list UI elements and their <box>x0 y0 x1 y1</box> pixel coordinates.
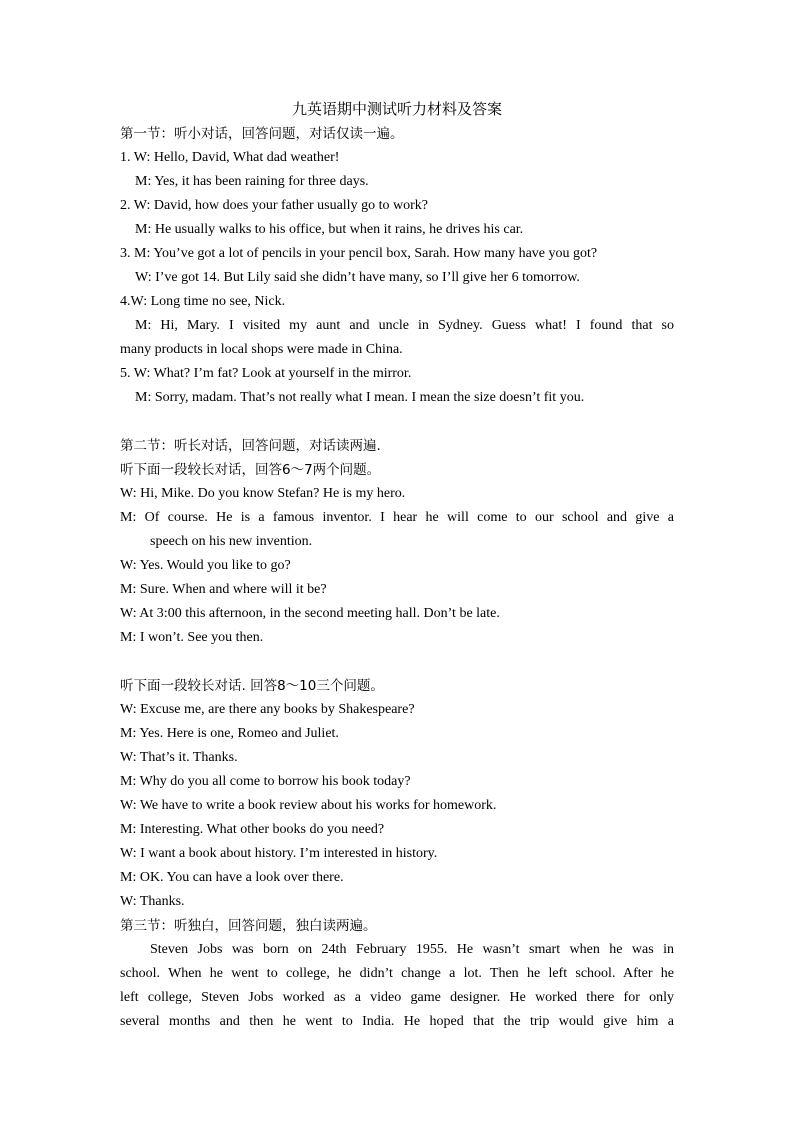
section2-subheading-1: 听下面一段较长对话，回答6～7两个问题。 <box>120 462 381 478</box>
spacer <box>120 650 674 674</box>
spacer <box>120 410 674 434</box>
monologue-line: Steven Jobs was born on 24th February 1955. He wasn’t smart when he was in <box>150 942 674 957</box>
dialog-line: speech on his new invention. <box>150 534 313 549</box>
dialog-line: M: I won’t. See you then. <box>120 630 264 645</box>
dialog-line: M: Hi, Mary. I visited my aunt and uncle in Sydney. Guess what! I found that so <box>135 318 674 333</box>
dialog-line: W: I want a book about history. I’m interested in history. <box>120 846 438 861</box>
dialog-line: M: Why do you all come to borrow his book today? <box>120 774 411 789</box>
monologue-line: left college, Steven Jobs worked as a video game designer. He worked there for only <box>120 990 674 1005</box>
dialog-line: 4.W: Long time no see, Nick. <box>120 294 286 309</box>
dialog-line: 3. M: You’ve got a lot of pencils in your pencil box, Sarah. How many have you got? <box>120 246 598 261</box>
section3-heading: 第三节：听独白，回答问题，独白读两遍。 <box>120 918 377 934</box>
dialog-line: W: Thanks. <box>120 894 185 909</box>
dialog-line: M: Interesting. What other books do you need? <box>120 822 385 837</box>
dialog-line: 1. W: Hello, David, What dad weather! <box>120 150 340 165</box>
dialog-line: M: OK. You can have a look over there. <box>120 870 344 885</box>
dialog-line: M: Of course. He is a famous inventor. I hear he will come to our school and give a <box>120 510 674 525</box>
document-title: 九英语期中测试听力材料及答案 <box>291 100 502 118</box>
dialog-line: many products in local shops were made in China. <box>120 342 403 357</box>
dialog-line: W: Hi, Mike. Do you know Stefan? He is my hero. <box>120 486 406 501</box>
monologue-line: several months and then he went to India. He hoped that the trip would give him a <box>120 1014 674 1029</box>
dialog-line: M: Yes, it has been raining for three days. <box>135 174 369 189</box>
dialog-line: 5. W: What? I’m fat? Look at yourself in the mirror. <box>120 366 412 381</box>
section2-subheading-2: 听下面一段较长对话. 回答8～10三个问题。 <box>120 678 384 694</box>
dialog-line: M: He usually walks to his office, but when it rains, he drives his car. <box>135 222 524 237</box>
dialog-line: W: I’ve got 14. But Lily said she didn’t have many, so I’ll give her 6 tomorrow. <box>135 270 580 285</box>
dialog-line: W: That’s it. Thanks. <box>120 750 238 765</box>
dialog-line: M: Sure. When and where will it be? <box>120 582 327 597</box>
monologue-line: school. When he went to college, he didn’t change a lot. Then he left school. After he <box>120 966 674 981</box>
dialog-line: W: Excuse me, are there any books by Shakespeare? <box>120 702 415 717</box>
dialog-line: M: Sorry, madam. That’s not really what I mean. I mean the size doesn’t fit you. <box>135 390 585 405</box>
section1-heading: 第一节：听小对话，回答问题，对话仅读一遍。 <box>120 126 404 142</box>
document-body <box>120 122 674 1034</box>
dialog-line: W: Yes. Would you like to go? <box>120 558 291 573</box>
dialog-line: M: Yes. Here is one, Romeo and Juliet. <box>120 726 339 741</box>
dialog-line: W: We have to write a book review about his works for homework. <box>120 798 497 813</box>
dialog-line: W: At 3:00 this afternoon, in the second meeting hall. Don’t be late. <box>120 606 500 621</box>
section2-heading: 第二节：听长对话，回答问题，对话读两遍. <box>120 438 381 454</box>
dialog-line: 2. W: David, how does your father usually go to work? <box>120 198 428 213</box>
